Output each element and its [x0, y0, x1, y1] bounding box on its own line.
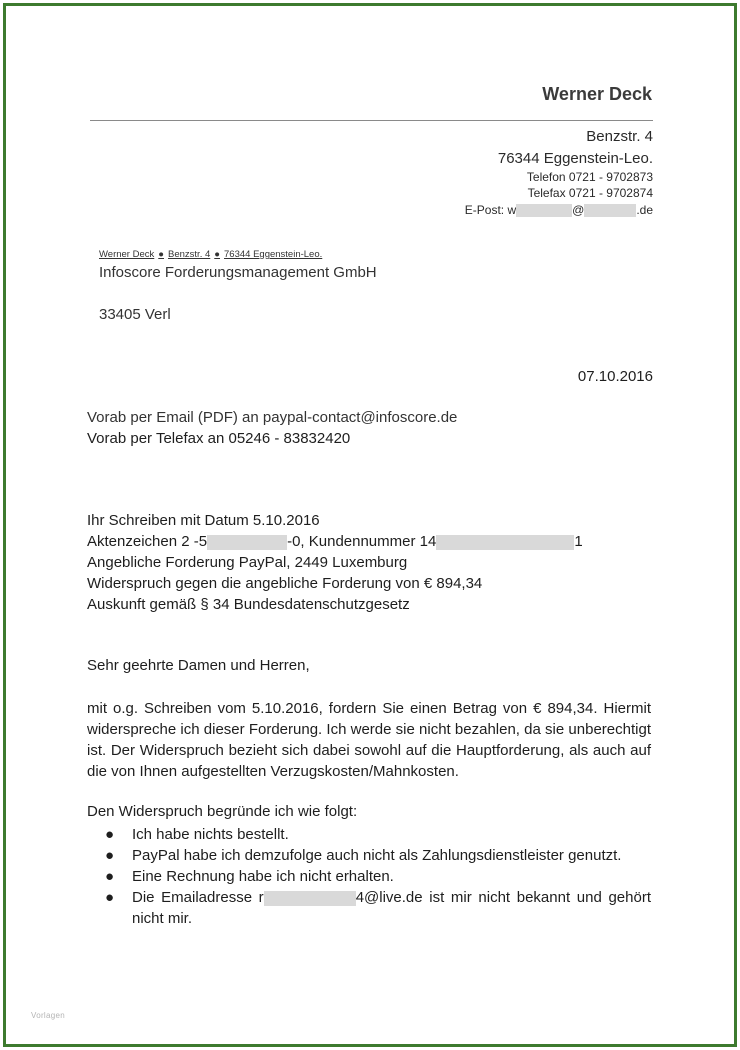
preamble-email: Vorab per Email (PDF) an paypal-contact@infoscore.de [87, 409, 458, 426]
email-at: @ [572, 203, 585, 217]
bullet-separator: ● [158, 249, 165, 260]
customer-number-label: -0, Kundennummer 14 [287, 533, 437, 550]
redaction-block [436, 535, 574, 550]
reference-information-request: Auskunft gemäß § 34 Bundesdatenschutzgesetz [87, 596, 410, 613]
sender-phone: Telefon 0721 - 9702873 [526, 170, 653, 184]
list-item-text: Eine Rechnung habe ich nicht erhalten. [132, 868, 394, 885]
redaction-block [264, 891, 356, 906]
redaction-block [584, 204, 636, 217]
bullet-icon: ● [105, 847, 115, 864]
reference-file-number [87, 533, 583, 550]
letter-date: 07.10.2016 [577, 368, 653, 385]
list-item-text: Ich habe nichts bestellt. [132, 826, 289, 843]
redaction-block [516, 204, 572, 217]
header-divider [90, 120, 653, 121]
body-paragraph: mit o.g. Schreiben vom 5.10.2016, fordern Sie einen Betrag von € 894,34. Hiermit widerspreche ich dieser Forderung. Ich werde sie nicht bezahlen, da sie unberechtigt ist. Der Widerspruch bezieht sich dabei sowohl auf die Hauptforderung, als auch auf die von Ihnen aufgestellten Verzugskosten/Mahnkosten. [87, 700, 651, 780]
email-tld: .de [636, 203, 653, 217]
bullet-icon: ● [105, 868, 115, 885]
preamble-fax: Vorab per Telefax an 05246 - 83832420 [87, 430, 351, 447]
list-item [105, 887, 651, 929]
recipient-city: 33405 Verl [99, 306, 171, 323]
sender-fax: Telefax 0721 - 9702874 [527, 186, 653, 200]
reference-letter-date: Ihr Schreiben mit Datum 5.10.2016 [87, 512, 320, 529]
bullet-icon: ● [105, 889, 115, 906]
return-address-name: Werner Deck [99, 249, 155, 260]
email-label: E-Post: w [464, 203, 517, 217]
reasons-intro: Den Widerspruch begründe ich wie folgt: [87, 803, 358, 820]
sender-street: Benzstr. 4 [586, 128, 653, 145]
customer-number-suffix: 1 [574, 533, 583, 550]
list-item-text-b: 4@live.de ist mir nicht bekannt und gehört nicht mir. [132, 889, 651, 927]
reference-claim: Angebliche Forderung PayPal, 2449 Luxemburg [87, 554, 408, 571]
file-number-prefix: Aktenzeichen 2 -5 [87, 533, 208, 550]
reference-objection: Widerspruch gegen die angebliche Forderung von € 894,34 [87, 575, 483, 592]
footer-watermark: Vorlagen [31, 1011, 65, 1020]
return-address-street: Benzstr. 4 [168, 249, 211, 260]
list-item-text-a: Die Emailadresse r [132, 889, 264, 906]
bullet-icon: ● [105, 826, 115, 843]
sender-name: Werner Deck [542, 84, 652, 104]
return-address [99, 249, 322, 260]
sender-city: 76344 Eggenstein-Leo. [497, 150, 653, 167]
return-address-city: 76344 Eggenstein-Leo. [224, 249, 323, 260]
reasons-list [105, 824, 651, 929]
salutation: Sehr geehrte Damen und Herren, [87, 657, 310, 674]
list-item [105, 824, 651, 845]
bullet-separator: ● [214, 249, 221, 260]
redaction-block [207, 535, 287, 550]
recipient-company: Infoscore Forderungsmanagement GmbH [99, 264, 377, 281]
list-item [105, 866, 651, 887]
list-item-text: PayPal habe ich demzufolge auch nicht als Zahlungsdienstleister genutzt. [132, 847, 622, 864]
list-item [105, 845, 651, 866]
sender-email [0, 203, 653, 217]
